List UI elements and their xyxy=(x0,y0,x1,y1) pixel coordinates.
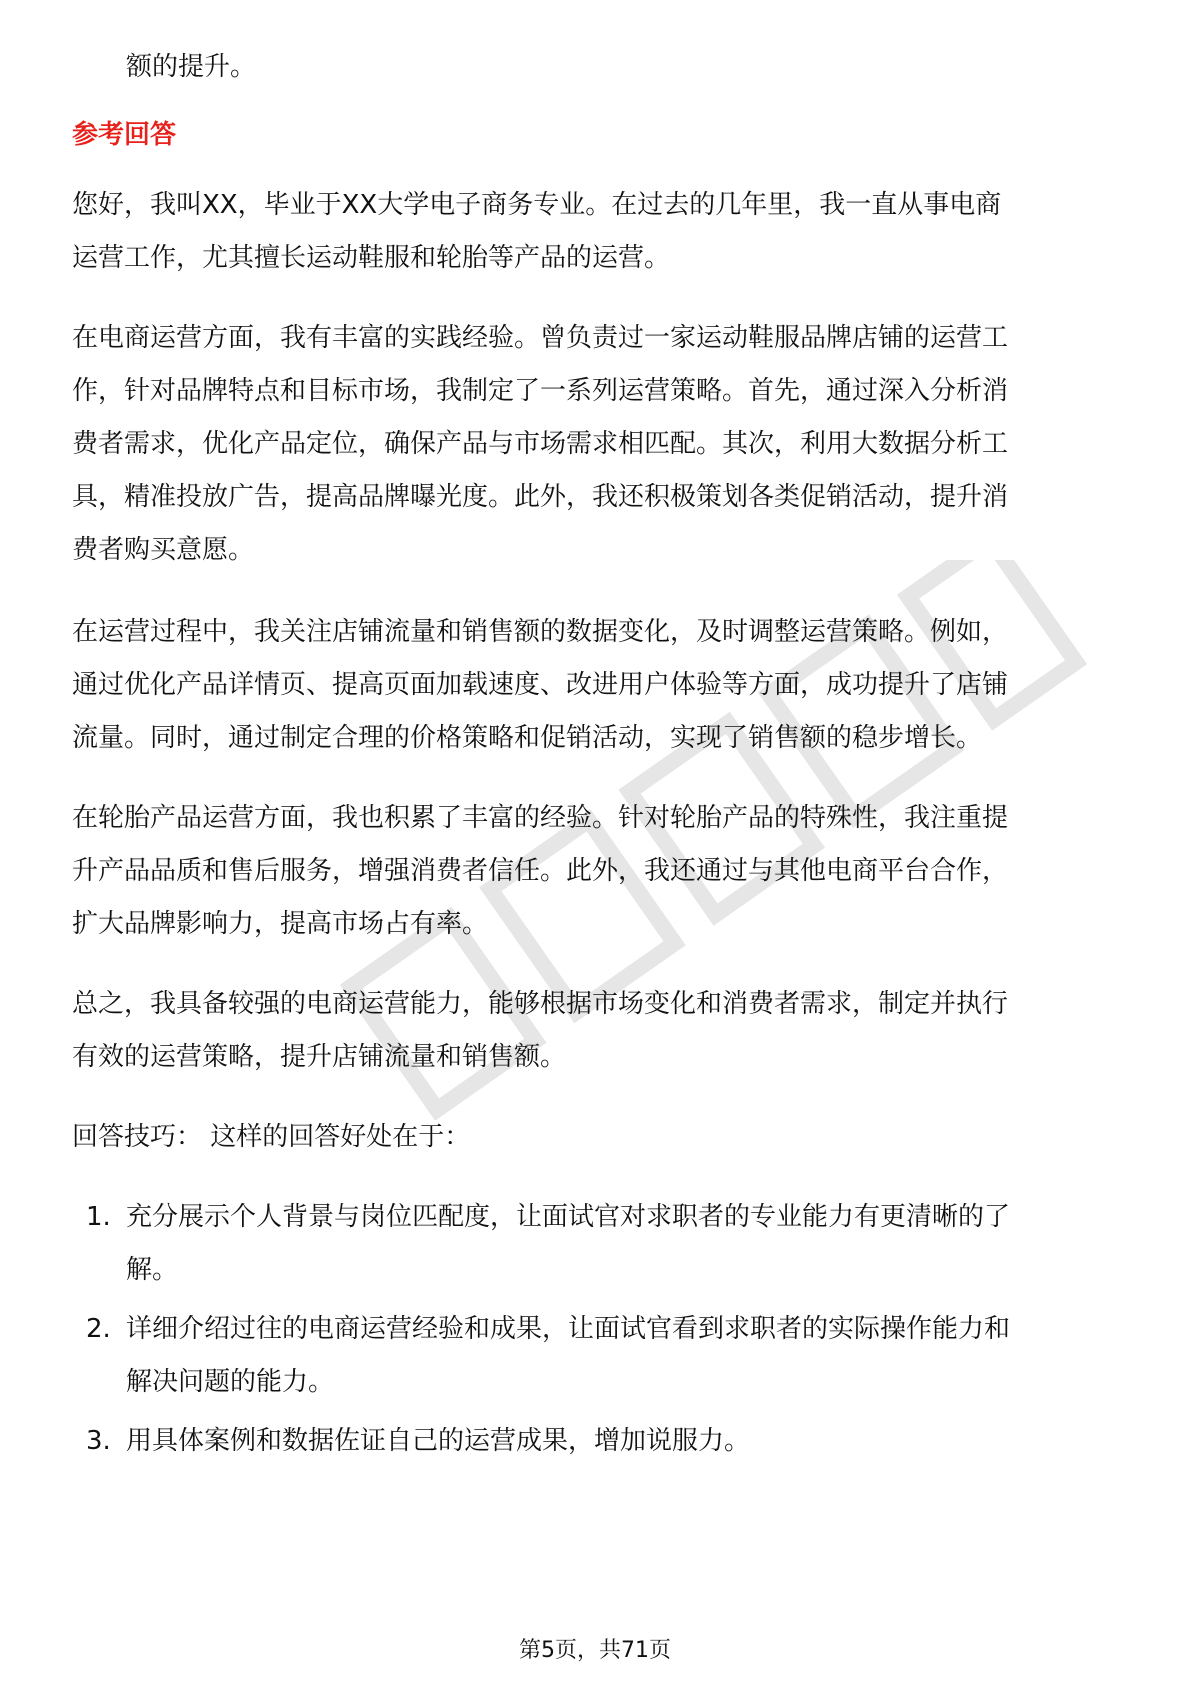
paragraph-line: 在电商运营方面，我有丰富的实践经验。曾负责过一家运动鞋服品牌店铺的运营工 xyxy=(72,323,1009,353)
list-item-line: 详细介绍过往的电商运营经验和成果，让面试官看到求职者的实际操作能力和 xyxy=(126,1314,1011,1344)
paragraph-line: 运营工作，尤其擅长运动鞋服和轮胎等产品的运营。 xyxy=(72,243,671,273)
paragraph-line: 总之，我具备较强的电商运营能力，能够根据市场变化和消费者需求，制定并执行 xyxy=(72,989,1009,1019)
paragraph-line: 升产品品质和售后服务，增强消费者信任。此外，我还通过与其他电商平台合作， xyxy=(72,856,1009,886)
page-footer: 第5页，共71页 xyxy=(519,1638,671,1663)
list-item-line: 充分展示个人背景与岗位匹配度，让面试官对求职者的专业能力有更清晰的了 xyxy=(126,1202,1011,1232)
list-number: 2. xyxy=(86,1314,111,1344)
paragraph-line: 扩大品牌影响力，提高市场占有率。 xyxy=(72,909,489,939)
paragraph-line: 额的提升。 xyxy=(126,52,257,82)
paragraph-line: 在运营过程中，我关注店铺流量和销售额的数据变化，及时调整运营策略。例如， xyxy=(72,617,1009,647)
paragraph-line: 具，精准投放广告，提高品牌曝光度。此外，我还积极策划各类促销活动，提升消 xyxy=(72,482,1009,512)
list-item-line: 解决问题的能力。 xyxy=(126,1367,335,1397)
paragraph-line: 通过优化产品详情页、提高页面加载速度、改进用户体验等方面，成功提升了店铺 xyxy=(72,670,1009,700)
paragraph-line: 在轮胎产品运营方面，我也积累了丰富的经验。针对轮胎产品的特殊性，我注重提 xyxy=(72,803,1009,833)
list-number: 3. xyxy=(86,1426,111,1456)
paragraph-line: 流量。同时，通过制定合理的价格策略和促销活动，实现了销售额的稳步增长。 xyxy=(72,723,983,753)
paragraph-line: 费者购买意愿。 xyxy=(72,535,255,565)
paragraph-line: 作，针对品牌特点和目标市场，我制定了一系列运营策略。首先，通过深入分析消 xyxy=(72,376,1009,406)
list-item-line: 用具体案例和数据佐证自己的运营成果，增加说服力。 xyxy=(126,1426,751,1456)
tips-heading: 回答技巧： 这样的回答好处在于： xyxy=(72,1122,471,1152)
paragraph-line: 有效的运营策略，提升店铺流量和销售额。 xyxy=(72,1042,567,1072)
paragraph-line: 费者需求，优化产品定位，确保产品与市场需求相匹配。其次，利用大数据分析工 xyxy=(72,429,1009,459)
list-number: 1. xyxy=(86,1202,111,1232)
paragraph-line: 您好，我叫XX，毕业于XX大学电子商务专业。在过去的几年里，我一直从事电商 xyxy=(72,190,1002,220)
list-item-line: 解。 xyxy=(126,1255,179,1285)
section-heading: 参考回答 xyxy=(72,120,177,150)
